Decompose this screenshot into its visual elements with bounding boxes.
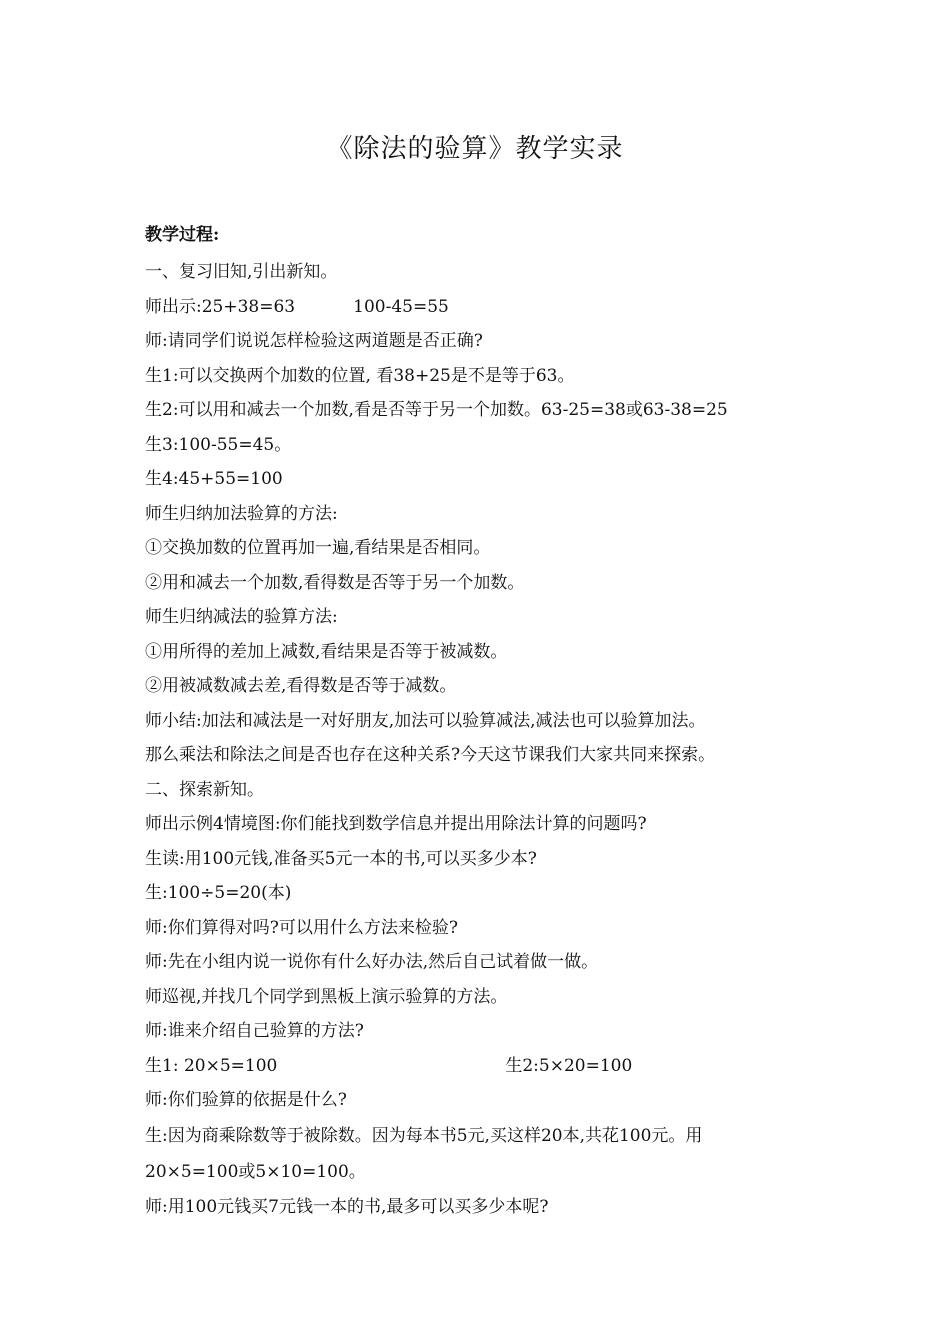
section-heading: 教学过程: bbox=[145, 225, 220, 245]
document-title: 《除法的验算》教学实录 bbox=[326, 134, 624, 164]
paragraph-line: 生:因为商乘除数等于被除数。因为每本书5元,买这样20本,共花100元。用 bbox=[145, 1125, 703, 1146]
paragraph-line bbox=[145, 1049, 845, 1084]
paragraph-line: 师:你们验算的依据是什么? bbox=[145, 1090, 347, 1110]
document-body bbox=[145, 255, 845, 1224]
paragraph-line: 师出示例4情境图:你们能找到数学信息并提出用除法计算的问题吗? bbox=[145, 814, 647, 834]
paragraph-line: 师:你们算得对吗?可以用什么方法来检验? bbox=[145, 917, 458, 938]
paragraph-line: 师巡视,并找几个同学到黑板上演示验算的方法。 bbox=[145, 986, 508, 1007]
paragraph-line: ②用和减去一个加数,看得数是否等于另一个加数。 bbox=[145, 572, 525, 593]
student-answer: 生1: 20×5=100 bbox=[145, 1055, 278, 1076]
paragraph-line: 生4:45+55=100 bbox=[145, 469, 283, 489]
paragraph-line: 二、探索新知。 bbox=[145, 779, 264, 800]
equation-text: 师出示:25+38=63 bbox=[145, 296, 296, 317]
paragraph-line: ②用被减数减去差,看得数是否等于减数。 bbox=[145, 676, 457, 696]
paragraph-line: 20×5=100或5×10=100。 bbox=[145, 1161, 366, 1182]
paragraph-line: ①用所得的差加上减数,看结果是否等于被减数。 bbox=[145, 641, 508, 662]
student-answer: 生2:5×20=100 bbox=[505, 1055, 633, 1076]
paragraph-line: 生3:100-55=45。 bbox=[145, 434, 292, 455]
paragraph-line: 一、复习旧知,引出新知。 bbox=[145, 262, 338, 282]
paragraph-line bbox=[145, 290, 845, 325]
paragraph-line: 生读:用100元钱,准备买5元一本的书,可以买多少本? bbox=[145, 848, 537, 869]
paragraph-line: 生1:可以交换两个加数的位置, 看38+25是不是等于63。 bbox=[145, 365, 575, 386]
paragraph-line: 师:用100元钱买7元钱一本的书,最多可以买多少本呢? bbox=[145, 1196, 549, 1217]
paragraph-line: 师小结:加法和减法是一对好朋友,加法可以验算减法,减法也可以验算加法。 bbox=[145, 710, 706, 731]
paragraph-line: 师:请同学们说说怎样检验这两道题是否正确? bbox=[145, 331, 483, 351]
paragraph-line: 师生归纳减法的验算方法: bbox=[145, 607, 338, 627]
paragraph-line: 生2:可以用和减去一个加数,看是否等于另一个加数。63-25=38或63-38=25 bbox=[145, 400, 728, 420]
paragraph-line: ①交换加数的位置再加一遍,看结果是否相同。 bbox=[145, 538, 491, 558]
equation-text: 100-45=55 bbox=[353, 296, 449, 317]
paragraph-line: 师生归纳加法验算的方法: bbox=[145, 503, 338, 524]
paragraph-line: 生:100÷5=20(本) bbox=[145, 883, 292, 903]
paragraph-line: 师:谁来介绍自己验算的方法? bbox=[145, 1021, 364, 1041]
paragraph-line: 师:先在小组内说一说你有什么好办法,然后自己试着做一做。 bbox=[145, 952, 599, 972]
paragraph-line: 那么乘法和除法之间是否也存在这种关系?今天这节课我们大家共同来探索。 bbox=[145, 745, 716, 765]
